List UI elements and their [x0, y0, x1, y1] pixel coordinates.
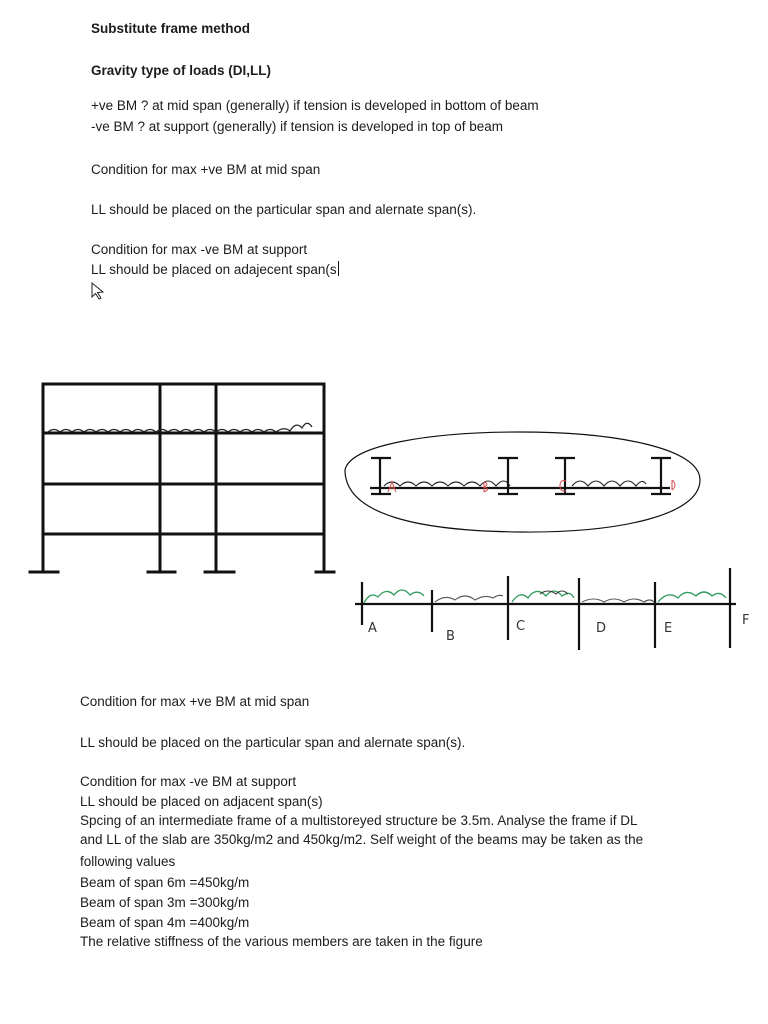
problem-statement-line-2: and LL of the slab are 350kg/m2 and 450kg/m2. Self weight of the beams may be taken as the — [80, 832, 644, 847]
loads-subtitle: Gravity type of loads (DI,LL) — [91, 63, 272, 78]
typed-text: LL should be placed on adajecent span(s — [91, 262, 337, 277]
support-label-b: B — [446, 629, 455, 644]
problem-statement-line-3: following values — [80, 854, 176, 869]
support-label-e: E — [664, 621, 673, 636]
problem-condition-max-negative: Condition for max -ve BM at support — [80, 774, 297, 789]
beam-span-3m-weight: Beam of span 3m =300kg/m — [80, 895, 250, 910]
negative-bm-note: -ve BM ? at support (generally) if tension is developed in top of beam — [91, 119, 503, 134]
beam-span-4m-weight: Beam of span 4m =400kg/m — [80, 915, 250, 930]
problem-ll-adjacent-span: LL should be placed on adjacent span(s) — [80, 794, 323, 809]
condition-max-positive: Condition for max +ve BM at mid span — [91, 162, 321, 177]
support-label-c: C — [516, 619, 526, 634]
support-label-a: A — [368, 621, 377, 636]
support-label-f: F — [742, 613, 750, 628]
page-title: Substitute frame method — [91, 21, 251, 36]
beam-span-6m-weight: Beam of span 6m =450kg/m — [80, 875, 250, 890]
ll-particular-span: LL should be placed on the particular span and alernate span(s). — [91, 202, 477, 217]
problem-condition-max-positive: Condition for max +ve BM at mid span — [80, 694, 310, 709]
support-label-d: D — [596, 621, 607, 636]
problem-ll-particular-span: LL should be placed on the particular span and alernate span(s). — [80, 735, 466, 750]
relative-stiffness-note: The relative stiffness of the various members are taken in the figure — [80, 934, 483, 949]
positive-bm-note: +ve BM ? at mid span (generally) if tension is developed in bottom of beam — [91, 98, 539, 113]
condition-max-negative: Condition for max -ve BM at support — [91, 242, 308, 257]
problem-statement-line-1: Spcing of an intermediate frame of a multistoreyed structure be 3.5m. Analyse the frame if DL — [80, 813, 638, 828]
